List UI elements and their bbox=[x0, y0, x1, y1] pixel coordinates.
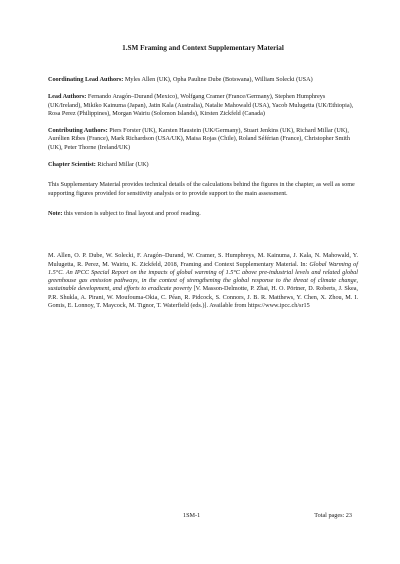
note-label: Note: bbox=[48, 209, 63, 217]
total-pages: Total pages: 23 bbox=[314, 512, 352, 519]
lead-authors bbox=[48, 93, 358, 118]
chapter-scientist bbox=[48, 161, 358, 169]
chapter-scientist-label: Chapter Scientist: bbox=[48, 161, 96, 169]
note-text: this version is subject to final layout and proof reading. bbox=[63, 209, 201, 217]
page-content bbox=[48, 44, 358, 317]
lead-authors-names: Fernando Aragón–Durand (Mexico), Wolfgang Cramer (France/Germany), Stephen Humphreys (UK/Ireland), Mikiko Kainuma (Japan), Jatin Kala (Australia), Natalie Mahowald (USA), Yacob Mulugetta (UK/Ethiopia), Rosa Perez (Philippines), Morgan Wairiu (Solomon Islands), Kirsten Zickfeld (Canada) bbox=[48, 93, 354, 117]
page-title: 1.SM Framing and Context Supplementary Material bbox=[122, 44, 284, 52]
citation-italic: Global Warming of 1.5°C. An IPCC Special Report on the impacts of global warming of 1.5°C above pre-industrial levels and related global greenhouse gas emission pathways, in the context of strengthening the global response to the threat of climate change, sustainable development, and efforts to eradicate poverty bbox=[48, 260, 358, 293]
contributing-authors-label: Contributing Authors: bbox=[48, 127, 108, 135]
contributing-authors-names: Piers Forster (UK), Karsten Haustein (UK/Germany), Stuart Jenkins (UK), Richard Millar (UK), Aurélien Ribes (France), Mark Richardson (USA/UK), Maisa Rojas (Chile), Roland Séférian (France), Christopher Smith (UK), Peter Thorne (Ireland/UK) bbox=[48, 127, 350, 151]
page-number: 1SM-1 bbox=[183, 512, 201, 519]
note-paragraph bbox=[48, 210, 358, 218]
page-footer bbox=[0, 512, 400, 522]
coordinating-lead-authors-names: Myles Allen (UK), Opha Pauline Dube (Botswana), William Solecki (USA) bbox=[124, 76, 313, 83]
description-paragraph: This Supplementary Material provides technical details of the calculations behind the figures in the chapter, as well as some supporting figures provided for sensitivity analysis or to provide support to the main assessment. bbox=[48, 181, 355, 197]
coordinating-lead-authors bbox=[48, 76, 358, 84]
chapter-scientist-names: Richard Millar (UK) bbox=[97, 161, 149, 169]
citation-paragraph bbox=[48, 252, 358, 310]
lead-authors-label: Lead Authors: bbox=[48, 93, 87, 101]
citation-part1: M. Allen, O. P. Dube, W. Solecki, F. Aragón–Durand, W. Cramer, S. Humphreys, M. Kainuma, J. Kala, N. Mahowald, Y. Mulugetta, R. Perez, M. Wairiu, K. Zickfeld, 2018, Framing and Context Supplementary Material. In: bbox=[48, 252, 358, 268]
contributing-authors bbox=[48, 127, 358, 152]
coordinating-lead-authors-label: Coordinating Lead Authors: bbox=[48, 76, 124, 83]
citation-part2: [V. Masson-Delmotte, P. Zhai, H. O. Pörtner, D. Roberts, J. Skea, P.R. Shukla, A. Pirani, W. Moufouma-Okia, C. Péan, R. Pidcock, S. Connors, J. B. R. Matthews, Y. Chen, X. Zhou, M. I. Gomis, E. Lonnoy, T. Maycock, M. Tignor, T. Waterfield (eds.)]. Available from https://www.ipcc.ch/sr15 bbox=[48, 285, 358, 310]
